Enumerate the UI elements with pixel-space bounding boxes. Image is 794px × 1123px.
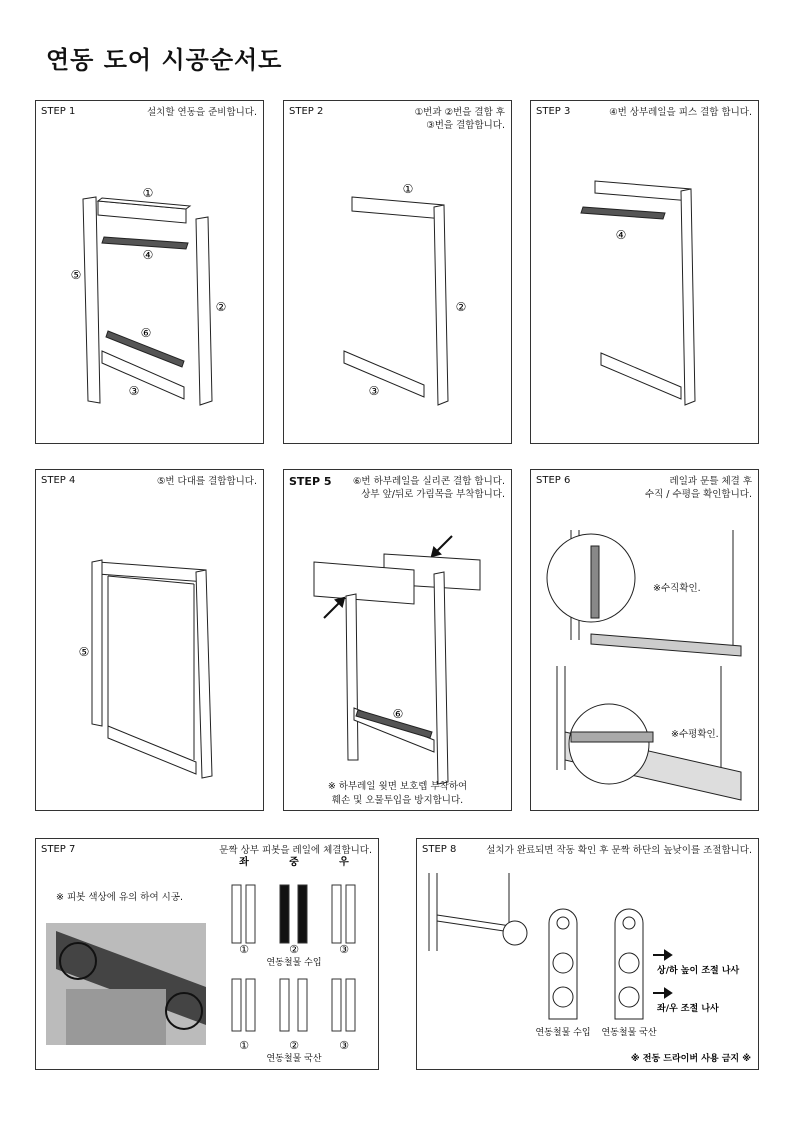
pivot-color-caution: ※ 피봇 색상에 유의 하여 시공. [56, 892, 184, 903]
pivot-number: ① [239, 1039, 249, 1052]
part-label: ③ [128, 384, 140, 398]
vertical-check-callout: ※수직확인. [653, 583, 701, 594]
step-description: ①번과 ②번을 결합 후 ③번을 결합합니다. [414, 107, 505, 131]
plate-label: 연동철물 수입 [535, 1028, 591, 1038]
step-3-panel [530, 100, 759, 444]
step-3-illustration [531, 101, 758, 443]
step-label: STEP 3 [536, 106, 571, 117]
step-description: ⑥번 하부레일을 실리콘 결합 합니다. 상부 앞/뒤로 가림목을 부착합니다. [352, 476, 505, 500]
step-7-panel [35, 838, 379, 1070]
column-header: 중 [289, 857, 299, 868]
part-label: ① [142, 186, 154, 200]
step-4-illustration [36, 470, 263, 810]
part-label: ② [455, 300, 467, 314]
part-label: ③ [368, 384, 380, 398]
adjust-label: 좌/우 조절 나사 [657, 1004, 719, 1014]
step-note: ※ 하부레일 윗면 보호렙 부착하여 훼손 및 오물투입을 방지합니다. [327, 781, 468, 806]
pivot-number: ③ [339, 1039, 349, 1052]
step-6-illustration [531, 470, 758, 810]
part-label: ② [215, 300, 227, 314]
step-description: ⑤번 다대를 결합합니다. [156, 476, 257, 487]
step-1-illustration [36, 101, 263, 443]
step-label: STEP 6 [536, 475, 571, 486]
step-4-panel [35, 469, 264, 811]
step-description: 문짝 상부 피봇을 레일에 체결합니다. [219, 845, 372, 856]
step-label: STEP 4 [41, 475, 76, 486]
hardware-group-label: 연동철물 국산 [266, 1054, 322, 1064]
driver-warning: ※ 전동 드라이버 사용 금지 ※ [630, 1054, 751, 1064]
horizontal-check-callout: ※수평확인. [671, 729, 719, 740]
step-label: STEP 8 [422, 844, 457, 855]
pivot-number: ③ [339, 943, 349, 956]
step-description: 설치할 연동을 준비합니다. [146, 107, 257, 118]
step-description: 레일과 문틀 체결 후 수직 / 수평을 확인합니다. [644, 476, 752, 500]
part-label: ⑥ [140, 326, 152, 340]
pivot-number: ② [289, 943, 299, 956]
step-2-panel [283, 100, 512, 444]
step-2-illustration [284, 101, 511, 443]
part-label: ① [402, 182, 414, 196]
step-8-panel [416, 838, 759, 1070]
part-label: ⑤ [70, 268, 82, 282]
pivot-number: ② [289, 1039, 299, 1052]
step-label: STEP 7 [41, 844, 76, 855]
step-8-illustration [417, 839, 758, 1069]
part-label: ④ [142, 248, 154, 262]
step-1-panel [35, 100, 264, 444]
step-7-illustration [36, 839, 378, 1069]
step-label: STEP 5 [289, 475, 332, 488]
part-label: ⑤ [78, 645, 90, 659]
column-header: 우 [339, 857, 349, 868]
page-title: 연동 도어 시공순서도 [46, 46, 283, 74]
column-header: 좌 [239, 857, 249, 868]
step-label: STEP 1 [41, 106, 76, 117]
plate-label: 연동철물 국산 [601, 1028, 657, 1038]
step-description: 설치가 완료되면 작동 확인 후 문짝 하단의 높낮이를 조절합니다. [486, 845, 752, 856]
pivot-number: ① [239, 943, 249, 956]
part-label: ⑥ [392, 707, 404, 721]
step-label: STEP 2 [289, 106, 324, 117]
step-6-panel [530, 469, 759, 811]
hardware-group-label: 연동철물 수입 [266, 958, 322, 968]
part-label: ④ [615, 228, 627, 242]
step-description: ④번 상부레일을 피스 결합 합니다. [609, 107, 752, 118]
step-5-illustration [284, 470, 511, 810]
adjust-label: 상/하 높이 조절 나사 [657, 966, 740, 976]
step-5-panel [283, 469, 512, 811]
